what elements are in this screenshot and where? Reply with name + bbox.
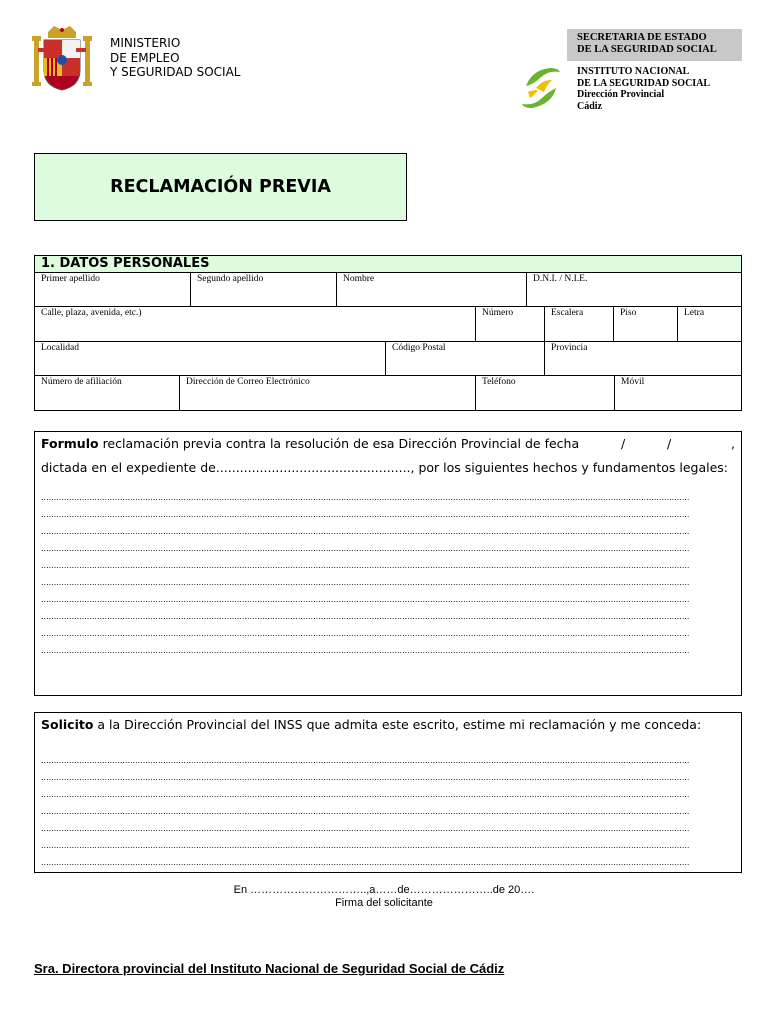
formulo-dotted-line-10[interactable]: ...............................................................................................................................................................................................................................................................	[41, 646, 690, 655]
field-dni-nie[interactable]: D.N.I. / N.I.E.	[533, 274, 588, 284]
field-piso[interactable]: Piso	[614, 307, 678, 341]
signature-label: Firma del solicitante	[335, 897, 433, 909]
formulo-lead: Formulo	[41, 436, 99, 451]
formulo-expediente-line[interactable]: dictada en el expediente de................................................., por los siguientes hechos y fundamentos legales:	[41, 460, 729, 475]
field-numero-afiliacion[interactable]: Número de afiliación	[35, 376, 180, 410]
secretaria-line-1: SECRETARIA DE ESTADO	[577, 32, 707, 43]
field-localidad[interactable]: Localidad	[35, 342, 386, 375]
solicito-dotted-line-2[interactable]: ...............................................................................................................................................................................................................................................................	[41, 773, 690, 782]
inss-office	[577, 66, 710, 112]
inss-line-4: Cádiz	[577, 100, 602, 112]
formulo-section	[34, 431, 742, 696]
formulo-dotted-line-6[interactable]: ...............................................................................................................................................................................................................................................................	[41, 578, 690, 587]
secretaria-box	[567, 29, 742, 61]
formulo-dotted-line-7[interactable]: ...............................................................................................................................................................................................................................................................	[41, 595, 690, 604]
solicito-dotted-line-4[interactable]: ...............................................................................................................................................................................................................................................................	[41, 807, 690, 816]
formulo-dotted-line-1[interactable]: ...............................................................................................................................................................................................................................................................	[41, 493, 690, 502]
ministry-line-3: Y SEGURIDAD SOCIAL	[110, 65, 241, 79]
solicito-dotted-line-5[interactable]: ...............................................................................................................................................................................................................................................................	[41, 824, 690, 833]
form-title-text: RECLAMACIÓN PREVIA	[110, 177, 331, 197]
formulo-dotted-line-5[interactable]: ...............................................................................................................................................................................................................................................................	[41, 561, 690, 570]
field-movil[interactable]: Móvil	[621, 377, 645, 387]
solicito-text: a la Dirección Provincial del INSS que admita este escrito, estime mi reclamación y me conceda:	[93, 717, 702, 732]
ministry-name	[110, 36, 240, 80]
field-escalera[interactable]: Escalera	[545, 307, 614, 341]
solicito-dotted-line-6[interactable]: ...............................................................................................................................................................................................................................................................	[41, 841, 690, 850]
field-segundo-apellido[interactable]: Segundo apellido	[191, 273, 337, 306]
formulo-text: reclamación previa contra la resolución de esa Dirección Provincial de fecha	[98, 436, 580, 451]
field-codigo-postal[interactable]: Código Postal	[386, 342, 545, 375]
personal-row-location	[35, 342, 741, 376]
form-title	[34, 153, 407, 221]
personal-row-address	[35, 307, 741, 342]
addressee: Sra. Directora provincial del Instituto Nacional de Seguridad Social de Cádiz	[34, 961, 505, 976]
field-provincia[interactable]: Provincia	[551, 343, 588, 353]
solicito-dotted-line-3[interactable]: ...............................................................................................................................................................................................................................................................	[41, 790, 690, 799]
field-nombre[interactable]: Nombre	[337, 273, 527, 306]
formulo-dotted-line-9[interactable]: ...............................................................................................................................................................................................................................................................	[41, 629, 690, 638]
coat-of-arms-icon	[28, 26, 96, 94]
formulo-dotted-line-4[interactable]: ...............................................................................................................................................................................................................................................................	[41, 544, 690, 553]
inss-line-3: Dirección Provincial	[577, 89, 665, 100]
field-letra[interactable]: Letra	[684, 308, 705, 318]
date-slash-2: /	[667, 436, 672, 451]
formulo-dotted-line-3[interactable]: ...............................................................................................................................................................................................................................................................	[41, 527, 690, 536]
field-correo-electronico[interactable]: Dirección de Correo Electrónico	[180, 376, 476, 410]
solicito-lead: Solicito	[41, 717, 94, 732]
inss-logo-icon	[518, 66, 564, 110]
field-primer-apellido[interactable]: Primer apellido	[35, 273, 191, 306]
personal-data-header: 1. DATOS PERSONALES	[35, 256, 741, 273]
personal-row-contact	[35, 376, 741, 410]
personal-data-section	[34, 255, 742, 411]
solicito-intro	[41, 713, 733, 737]
place-date-line[interactable]: En …………………………..,a……de…………………..de 20….	[233, 884, 535, 896]
field-numero[interactable]: Número	[476, 307, 545, 341]
solicito-section	[34, 712, 742, 873]
solicito-dotted-line-1[interactable]: ...............................................................................................................................................................................................................................................................	[41, 756, 690, 765]
inss-line-2: DE LA SEGURIDAD SOCIAL	[577, 77, 711, 89]
solicito-dotted-line-7[interactable]: ...............................................................................................................................................................................................................................................................	[41, 858, 690, 867]
inss-line-1: INSTITUTO NACIONAL	[577, 66, 690, 77]
field-telefono[interactable]: Teléfono	[476, 376, 615, 410]
formulo-dotted-line-8[interactable]: ...............................................................................................................................................................................................................................................................	[41, 612, 690, 621]
ministry-line-1: MINISTERIO	[110, 36, 181, 50]
personal-row-names	[35, 273, 741, 307]
date-comma: ,	[731, 436, 735, 451]
formulo-dotted-line-2[interactable]: ...............................................................................................................................................................................................................................................................	[41, 510, 690, 519]
field-calle[interactable]: Calle, plaza, avenida, etc.)	[35, 307, 476, 341]
secretaria-line-2: DE LA SEGURIDAD SOCIAL	[577, 44, 717, 55]
ministry-line-2: DE EMPLEO	[110, 50, 180, 65]
formulo-intro	[41, 432, 733, 456]
date-slash-1: /	[621, 436, 626, 451]
